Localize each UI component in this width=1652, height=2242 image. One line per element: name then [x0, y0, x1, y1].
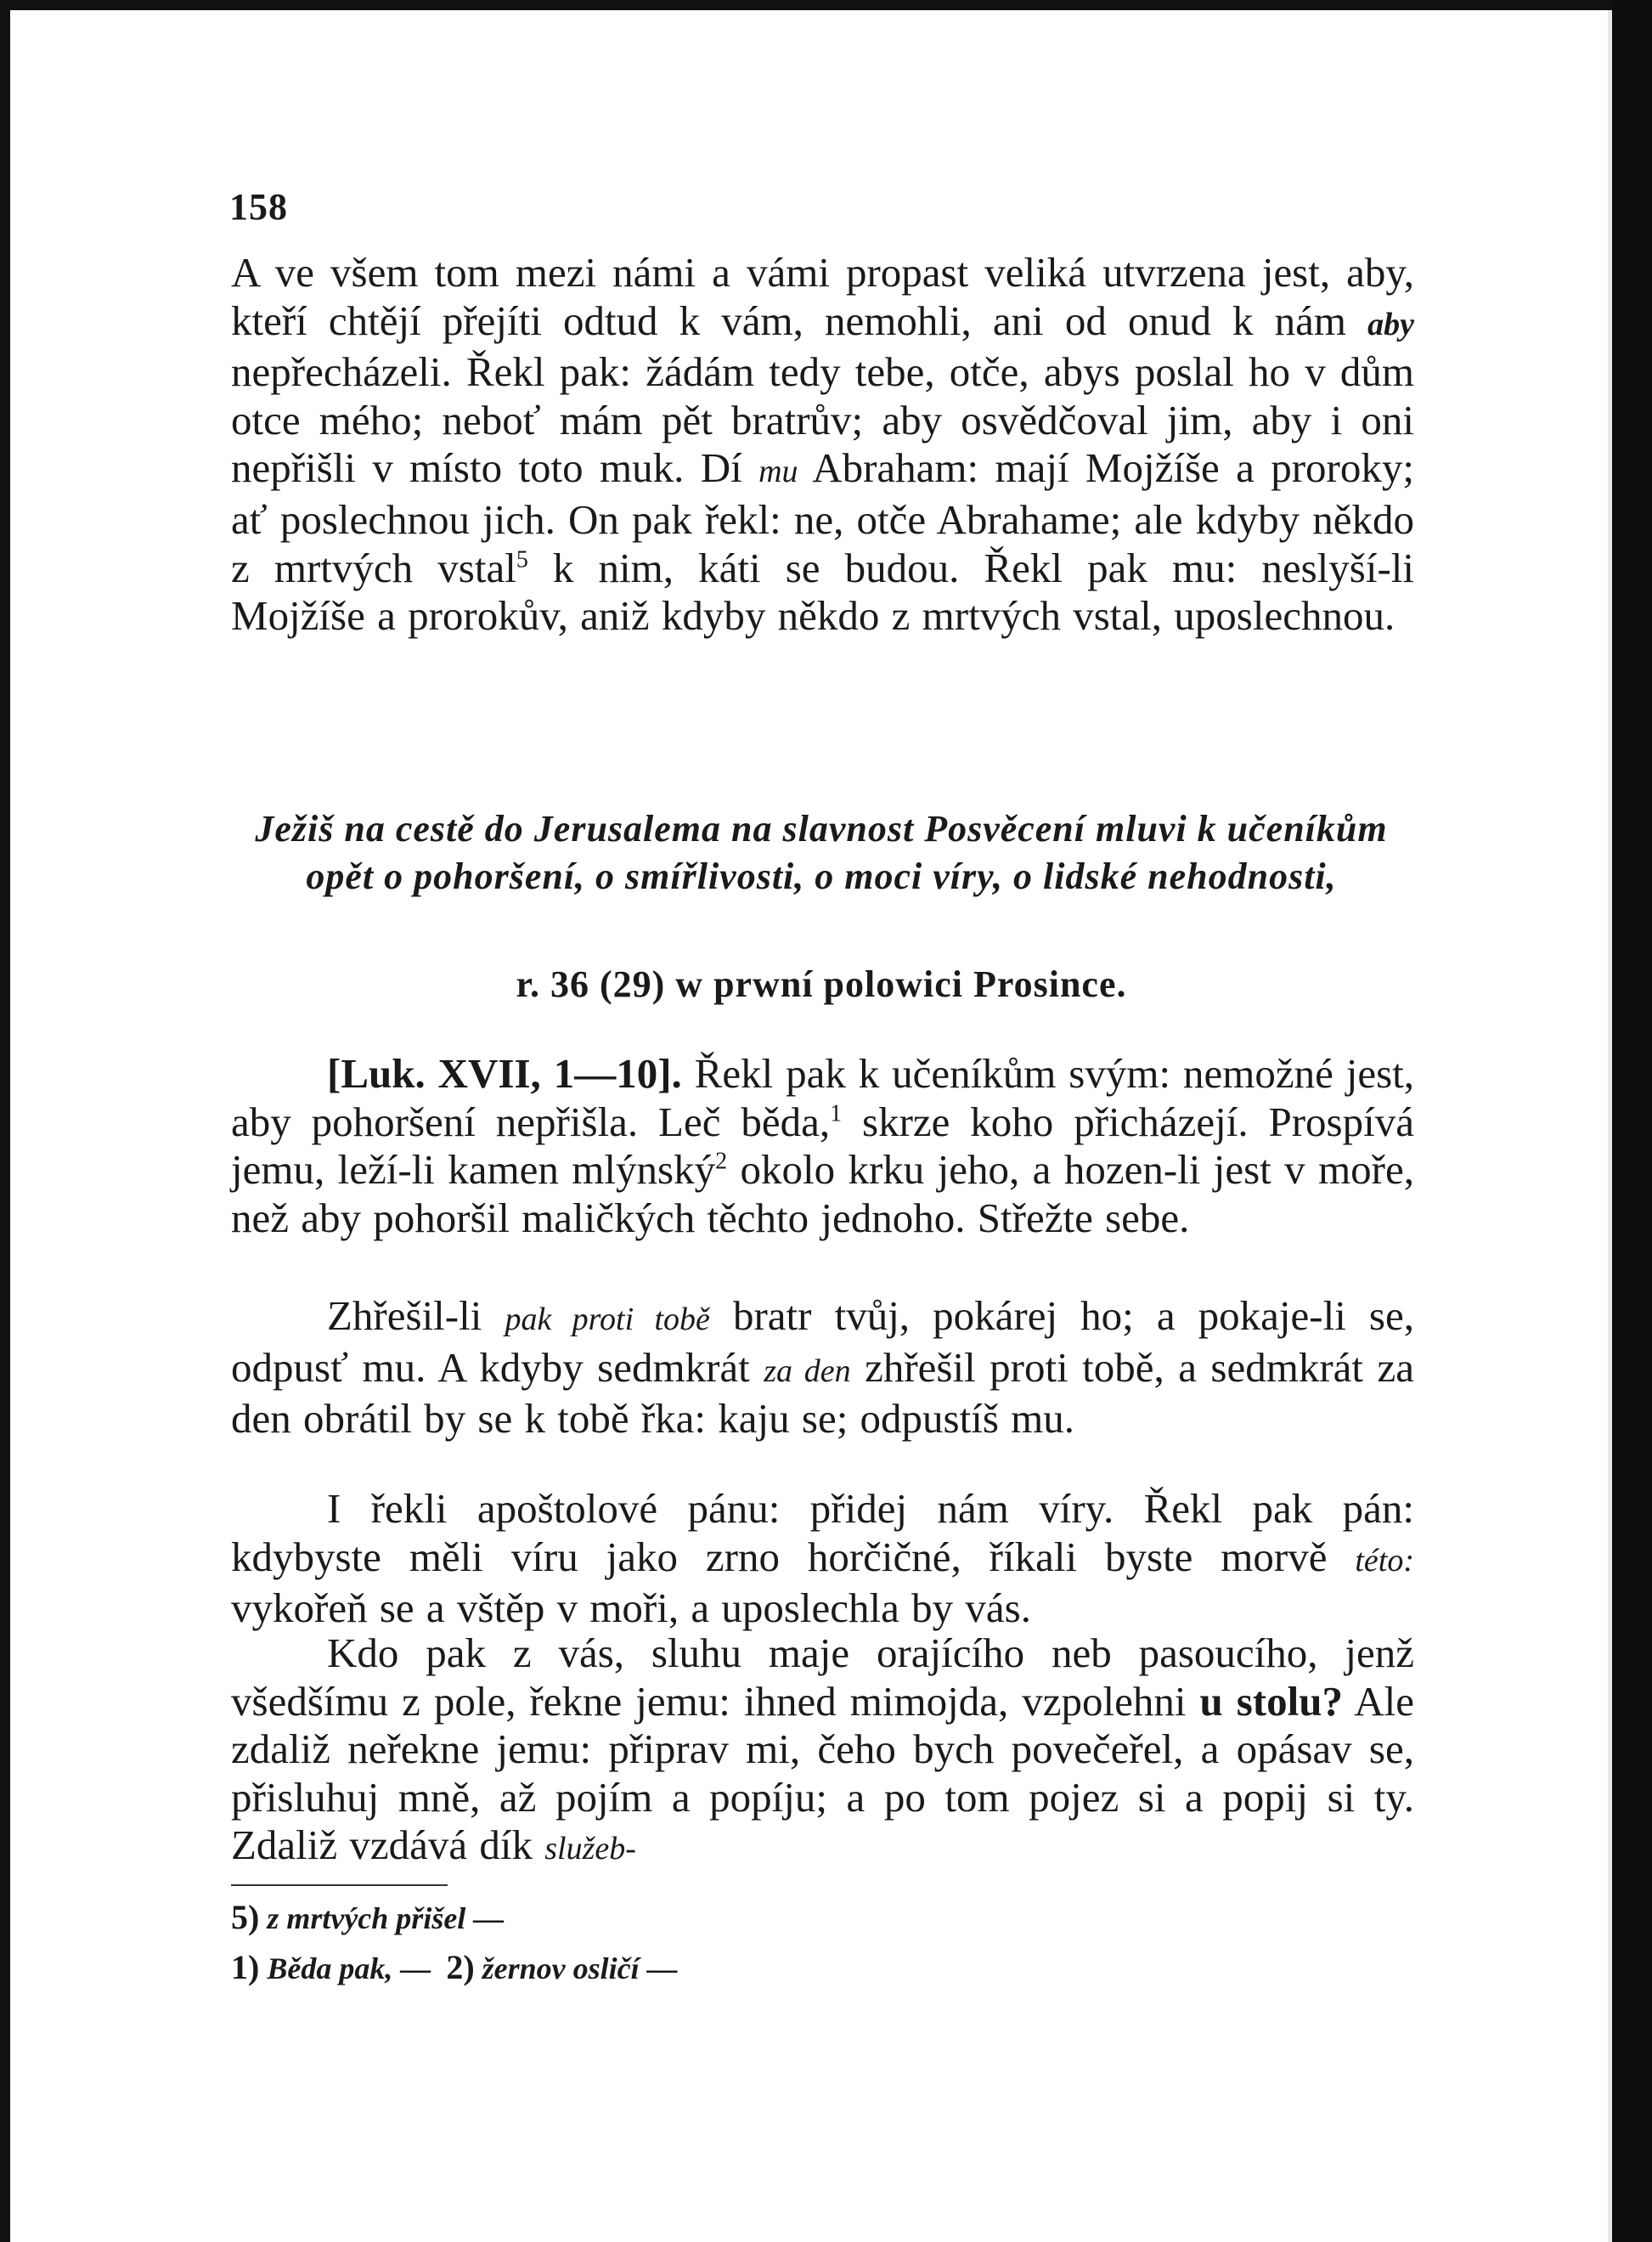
scan-border-left [0, 0, 10, 2242]
footnote-5 [231, 1897, 504, 1937]
scripture-reference: [Luk. XVII, 1—10]. [327, 1050, 682, 1097]
footnote-ref: 5 [516, 546, 528, 573]
footnote-text: Běda pak, — [267, 1951, 431, 1985]
text-run: Řekl pak k učeníkům svým: nemožné jest, aby pohoršení nepřišla. Leč běda, [231, 1050, 1415, 1145]
footnote-text: žernov osličí — [482, 1951, 678, 1985]
inserted-words: za den [764, 1353, 851, 1389]
paragraph-2 [231, 1050, 1414, 1242]
footnote-text: z mrtvých přišel — [267, 1901, 505, 1935]
footnote-number: 2) [446, 1948, 475, 1986]
text-run: vykořeň se a vštěp v moři, a uposlechla by vás. [231, 1584, 1031, 1632]
footnotes-1-2 [231, 1947, 678, 1987]
text-run: okolo krku jeho, a hozen-li jest v moře, než aby pohoršil maličkých těchto jednoho. Střežte sebe. [231, 1146, 1415, 1241]
paragraph-5 [231, 1629, 1414, 1873]
footnote-rule [231, 1884, 448, 1886]
footnote-ref: 1 [830, 1100, 843, 1127]
text-run: nepřecházeli. Řekl pak: žádám tedy tebe, otče, abys poslal ho v dům otce mého; neboť mám pět bratrův; aby osvědčoval jim, aby i oni nepřišli v místo toto muk. Dí [231, 348, 1414, 492]
text-run: Zhřešil-li [327, 1292, 505, 1339]
text-run: zhřešil proti tobě, a sedmkrát za den obrátil by se k tobě řka: kaju se; odpustíš mu. [231, 1343, 1414, 1443]
text-run: bratr tvůj, pokárej ho; a pokaje-li se, odpusť mu. A kdyby sedmkrát [231, 1292, 1414, 1391]
paragraph-1 [231, 249, 1414, 641]
inserted-word: mu [758, 454, 798, 490]
text-run: Ale zdaliž neřekne jemu: připrav mi, čeho bych povečeřel, a opásav se, přisluhuj mně, až pojím a popíju; a po tom pojez si a popij si ty. Zdaliž vzdává dík [231, 1677, 1414, 1869]
paragraph-4 [231, 1485, 1414, 1633]
scan-border-right [1612, 0, 1652, 2242]
text-run: k nim, káti se budou. Řekl pak mu: neslyší-li Mojžíše a prorokův, aniž kdyby někdo z mrtvých vstal, uposlechnou. [231, 544, 1414, 640]
text-run: A ve všem tom mezi námi a vámi propast veliká utvrzena jest, aby, kteří chtějí přejíti odtud k vám, nemohli, ani od onud k nám [231, 249, 1414, 344]
inserted-word: služeb- [544, 1831, 636, 1867]
footnote-number: 1) [231, 1948, 260, 1986]
fraktur-words: u stolu? [1199, 1677, 1343, 1725]
page-number: 158 [229, 186, 288, 228]
inserted-word: aby [1367, 306, 1414, 342]
scan-border-top [0, 0, 1652, 10]
text-run: Kdo pak z vás, sluhu maje orajícího neb pasoucího, jenž všedšímu z pole, řekne jemu: ihned mimojda, vzpolehni [231, 1629, 1414, 1725]
footnote-ref: 2 [715, 1148, 728, 1175]
text-run: skrze koho přicházejí. Prospívá jemu, leží-li kamen mlýnský [231, 1098, 1414, 1194]
section-subheading: r. 36 (29) w prwní polowici Prosince. [516, 963, 1127, 1005]
text-run: I řekli apoštolové pánu: přidej nám víry. Řekl pak pán: kdybyste měli víru jako zrno horčičné, říkali byste morvě [231, 1485, 1414, 1580]
text-run: Abraham: mají Mojžíše a proroky; ať poslechnou jich. On pak řekl: ne, otče Abrahame; ale kdyby někdo z mrtvých vstal [231, 444, 1414, 591]
footnote-number: 5) [231, 1898, 260, 1936]
section-heading: Ježiš na cestě do Jerusalema na slavnost Posvěcení mluvi k učeníkům opět o pohoršení, o smířlivosti, o moci víry, o lidské nehodnosti, [255, 808, 1388, 897]
inserted-words: této: [1355, 1542, 1414, 1578]
inserted-words: pak proti tobě [505, 1302, 710, 1337]
paragraph-3 [231, 1292, 1414, 1443]
